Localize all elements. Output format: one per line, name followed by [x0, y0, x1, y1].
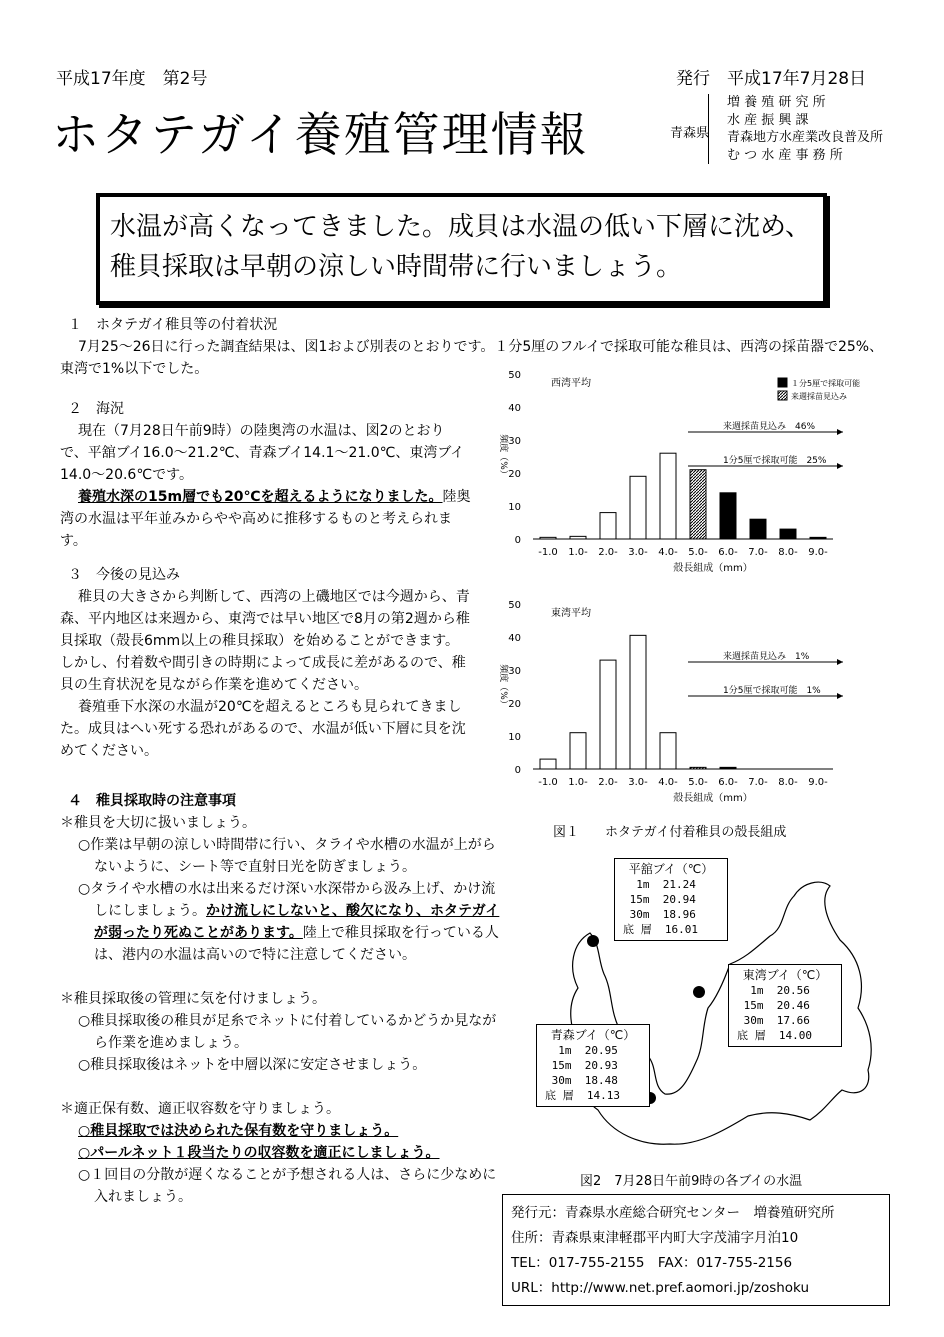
y-axis-label: 頻度（%） [498, 434, 508, 479]
y-axis-label: 頻度（%） [498, 664, 508, 709]
bar [600, 660, 616, 769]
hiradate-buoy-box [614, 858, 728, 941]
publisher-url[interactable]: URL：http://www.net.pref.aomori.jp/zoshoku [511, 1280, 810, 1296]
bullet-item: ○稚貝採取後の稚貝が足糸でネットに付着しているかどうか見ながら作業を進めましょう。 [78, 1013, 497, 1051]
buoy-title: 東湾ブイ（℃） [742, 968, 828, 982]
chart-title: 東湾平均 [551, 608, 591, 619]
bar [630, 635, 646, 769]
publisher-name: 発行元：青森県水産総合研究センター 増養殖研究所 [511, 1205, 835, 1221]
bar [810, 537, 826, 539]
y-tick-label: 30 [508, 436, 521, 447]
bar [570, 733, 586, 769]
buoy-reading: 1m 21.24 [623, 878, 696, 891]
buoy-reading: 30m 18.96 [623, 908, 696, 921]
bar [660, 453, 676, 539]
x-tick-label: 7.0- [748, 777, 768, 788]
x-tick-label: 9.0- [808, 547, 828, 558]
bar [660, 733, 676, 769]
bullet-item: ○作業は早朝の涼しい時間帯に行い、タライや水槽の水温が上がらないように、シート等で直射日光を防ぎましょう。 [78, 837, 496, 875]
x-tick-label: 5.0- [688, 547, 708, 558]
section-heading: ２ 海況 [68, 401, 124, 417]
x-tick-label: 4.0- [658, 777, 678, 788]
buoy-title: 青森ブイ（℃） [550, 1028, 636, 1042]
chart-title: 西湾平均 [551, 378, 591, 389]
bar [720, 493, 736, 539]
bar [720, 767, 736, 769]
x-tick-label: 8.0- [778, 547, 798, 558]
bar [570, 536, 586, 539]
x-axis-label: 殻長組成（mm） [673, 563, 753, 574]
buoy-reading: 底 層 14.13 [545, 1089, 620, 1102]
legend-swatch [778, 391, 787, 400]
subsection-title: ＊稚貝採取後の管理に気を付けましょう。 [60, 991, 326, 1007]
hiradate-buoy-marker [587, 935, 599, 947]
emphasis-text: かけ流しにしないと、酸欠になり、ホタテガイが弱ったり死ぬことがあります。 [94, 903, 500, 941]
higashi-buoy-box [728, 964, 842, 1047]
section-3 [60, 564, 472, 762]
aomori-buoy-box [536, 1024, 650, 1107]
y-tick-label: 40 [508, 403, 521, 414]
buoy-reading: 底 層 16.01 [623, 923, 698, 936]
legend-swatch [778, 378, 787, 387]
bullet-item-emphasis: ○稚貝採取では決められた保有数を守りましょう。 [78, 1123, 399, 1139]
bar [540, 537, 556, 539]
buoy-title: 平舘ブイ（℃） [628, 862, 714, 876]
buoy-reading: 15m 20.94 [623, 893, 696, 906]
y-tick-label: 0 [514, 765, 521, 776]
buoy-reading: 30m 18.48 [545, 1074, 618, 1087]
bullet-item: ○タライや水槽の水は出来るだけ深い水深帯から汲み上げ、かけ流しにしましょう。 [78, 881, 496, 919]
x-tick-label: 2.0- [598, 547, 618, 558]
bullet-item-tail: 陸上で稚貝採取を行っている人は、港内の水温は高いので特に注意してください。 [94, 925, 499, 963]
x-tick-label: 8.0- [778, 777, 798, 788]
section-heading: ３ 今後の見込み [68, 567, 180, 583]
figure-2-caption: 図2 7月28日午前9時の各ブイの水温 [580, 1174, 803, 1189]
x-tick-label: 9.0- [808, 777, 828, 788]
x-tick-label: 3.0- [628, 777, 648, 788]
arrow-head [837, 463, 843, 469]
issue-date: 発行 平成17年7月28日 [676, 69, 867, 89]
bar [690, 767, 706, 769]
section-heading: １ ホタテガイ稚貝等の付着状況 [68, 317, 278, 333]
x-tick-label: 3.0- [628, 547, 648, 558]
higashi-buoy-marker [693, 986, 705, 998]
agency-list [708, 94, 883, 164]
section-body: 稚貝の大きさから判断して、西湾の上磯地区では今週から、青森、平内地区は来週から、東湾では早い地区で8月の第2週から稚貝採取（殻長6mm以上の稚貝採取）を始めることができます。しかし、付着数や間引きの時期によって成長に差があるので、稚貝の生育状況を見ながら作業を進めてください。 [60, 589, 470, 693]
issue-number: 平成17年度 第2号 [56, 69, 208, 89]
page-title: ホタテガイ養殖管理情報 [52, 108, 589, 163]
x-tick-label: 1.0- [568, 547, 588, 558]
x-tick-label: 5.0- [688, 777, 708, 788]
section-heading: ４ 稚貝採取時の注意事項 [68, 793, 236, 809]
arrow-head [837, 659, 843, 665]
agency-item: 青森地方水産業改良普及所 [727, 130, 884, 145]
publisher-phone: TEL：017-755-2155 FAX：017-755-2156 [511, 1255, 793, 1271]
section-2 [60, 398, 472, 552]
agency-item: 水 産 振 興 課 [727, 112, 809, 128]
section-body: 陸奥湾の水温は平年並みからやや高めに推移するものと考えられます。 [60, 489, 471, 549]
west-bay-chart [498, 362, 898, 580]
x-tick-label: 2.0- [598, 777, 618, 788]
subsection-title: ＊稚貝を大切に扱いましょう。 [60, 815, 256, 831]
bar [750, 519, 766, 539]
y-tick-label: 30 [508, 666, 521, 677]
x-tick-label: 6.0- [718, 547, 738, 558]
annotation-label: 1分5厘で採取可能 1% [723, 686, 821, 696]
figure-1-caption: 図１ ホタテガイ付着稚貝の殻長組成 [553, 825, 787, 840]
section-body: 養殖垂下水深の水温が20℃を超えるところも見られてきました。成貝はへい死する恐れがあるので、水温が低い下層に貝を沈めてください。 [60, 699, 466, 759]
y-tick-label: 50 [508, 370, 521, 381]
y-tick-label: 10 [508, 502, 521, 513]
buoy-reading: 底 層 14.00 [737, 1029, 812, 1042]
publisher-address: 住所：青森県東津軽郡平内町大字茂浦字月泊10 [511, 1230, 799, 1246]
y-tick-label: 50 [508, 600, 521, 611]
x-tick-label: 7.0- [748, 547, 768, 558]
annotation-label: 来週採苗見込み 46% [723, 422, 816, 432]
x-tick-label: 6.0- [718, 777, 738, 788]
arrow-head [837, 693, 843, 699]
bar [630, 476, 646, 539]
x-tick-label: -1.0 [538, 547, 558, 558]
bar [690, 470, 706, 539]
legend-label: １分5厘で採取可能 [791, 379, 861, 388]
bar [780, 529, 796, 539]
y-tick-label: 40 [508, 633, 521, 644]
x-tick-label: 1.0- [568, 777, 588, 788]
section-body: 7月25～26日に行った調査結果は、図1および別表のとおりです。１分5厘のフルイで採取可能な稚貝は、西湾の採苗器で25%、東湾で1%以下でした。 [60, 339, 884, 377]
legend-label: 来週採苗見込み [791, 392, 847, 401]
y-tick-label: 0 [514, 535, 521, 546]
buoy-reading: 15m 20.46 [737, 999, 810, 1012]
agency-item: 増 養 殖 研 究 所 [727, 95, 826, 110]
y-tick-label: 20 [508, 699, 521, 710]
subsection-title: ＊適正保有数、適正収容数を守りましょう。 [60, 1101, 340, 1117]
arrow-head [837, 429, 843, 435]
east-bay-chart [498, 592, 898, 810]
annotation-label: 来週採苗見込み 1% [723, 652, 810, 662]
buoy-reading: 1m 20.95 [545, 1044, 618, 1057]
buoy-reading: 30m 17.66 [737, 1014, 810, 1027]
buoy-reading: 1m 20.56 [737, 984, 810, 997]
publisher-box [502, 1194, 890, 1306]
x-axis-label: 殻長組成（mm） [673, 793, 753, 804]
y-tick-label: 20 [508, 469, 521, 480]
bullet-item: ○１回目の分散が遅くなることが予想される人は、さらに少なめに入れましょう。 [78, 1167, 497, 1205]
y-tick-label: 10 [508, 732, 521, 743]
annotation-label: 1分5厘で採取可能 25% [723, 456, 827, 466]
bullet-item-emphasis: ○パールネット１段当たりの収容数を適正にしましょう。 [78, 1145, 440, 1161]
x-tick-label: 4.0- [658, 547, 678, 558]
prefecture-label: 青森県 [670, 126, 710, 141]
x-tick-label: -1.0 [538, 777, 558, 788]
section-body: 現在（7月28日午前9時）の陸奥湾の水温は、図2のとおりで、平舘ブイ16.0～21.2℃、青森ブイ14.1～21.0℃、東湾ブイ14.0～20.6℃です。 [60, 423, 465, 483]
bar [540, 759, 556, 769]
emphasis-text: 養殖水深の15m層でも20℃を超えるようになりました。 [78, 489, 443, 505]
section-4 [60, 790, 500, 1208]
headline-box: 水温が高くなってきました。成貝は水温の低い下層に沈め、稚貝採取は早朝の涼しい時間帯に行いましょう。 [96, 193, 827, 305]
bar [600, 513, 616, 539]
buoy-reading: 15m 20.93 [545, 1059, 618, 1072]
agency-item: む つ 水 産 事 務 所 [727, 147, 843, 163]
bullet-item: ○稚貝採取後はネットを中層以深に安定させましょう。 [78, 1057, 427, 1073]
